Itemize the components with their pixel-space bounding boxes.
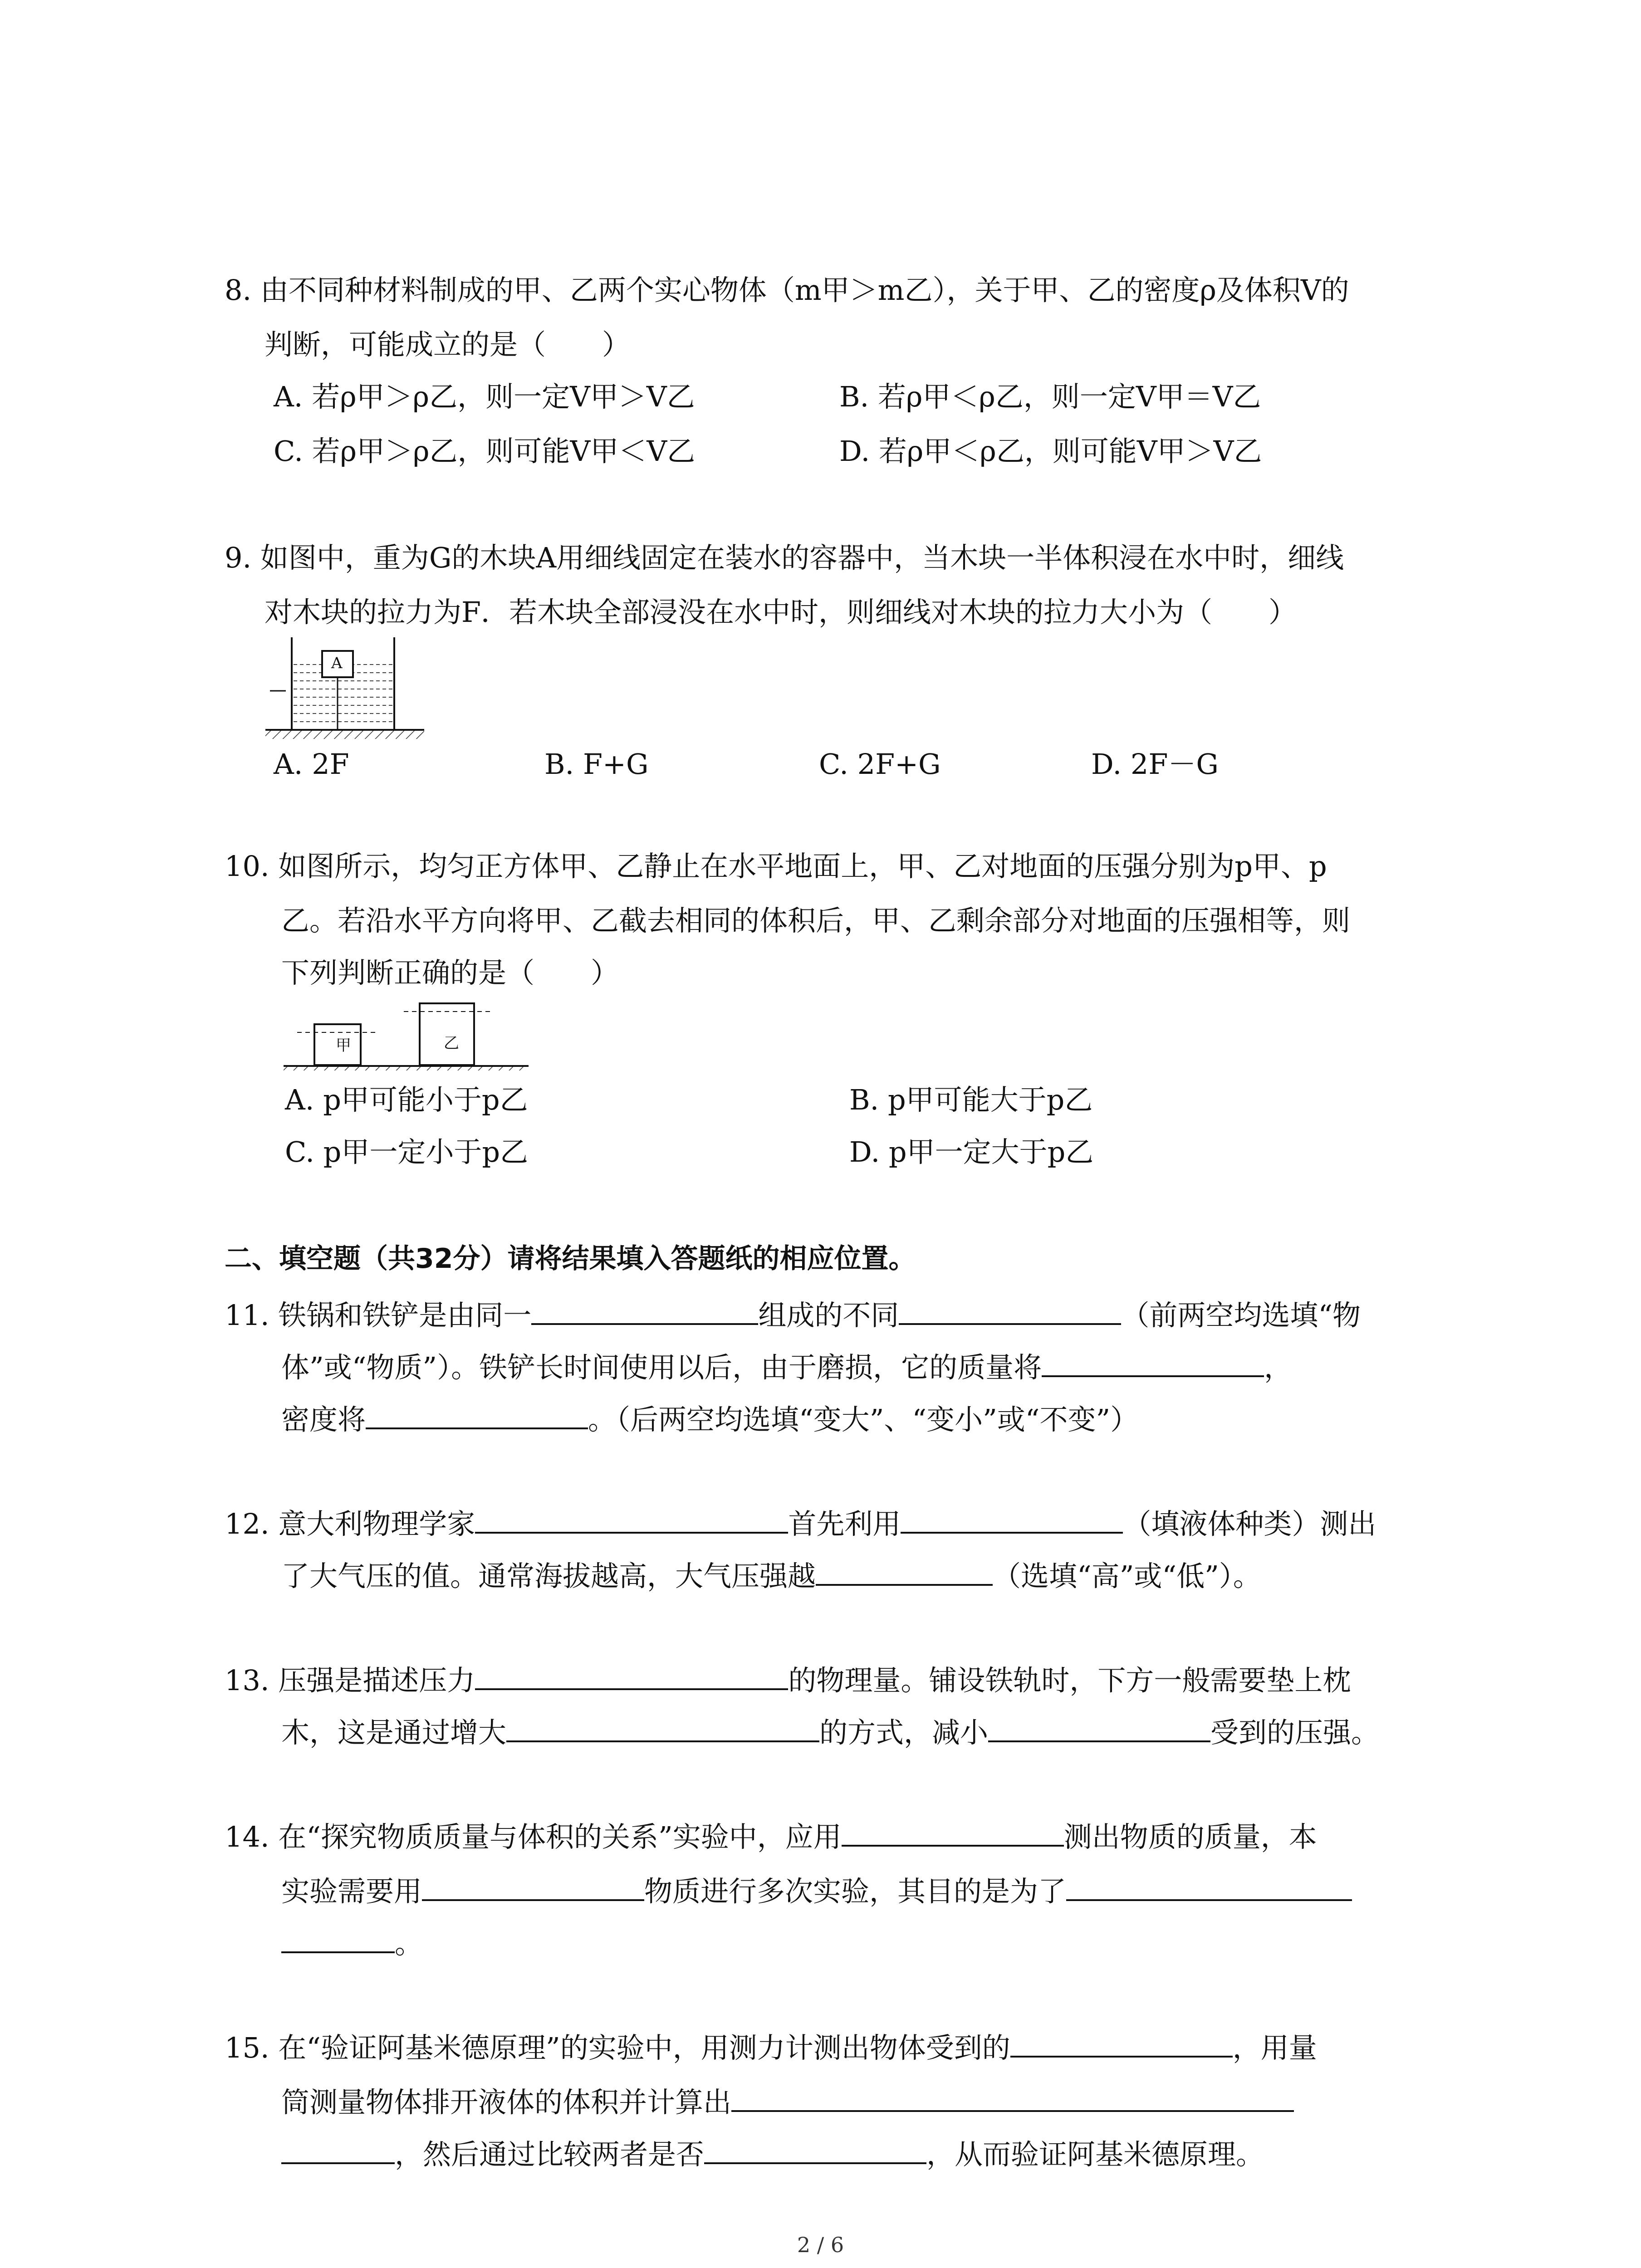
q10-stem-line2: 乙。若沿水平方向将甲、乙截去相同的体积后，甲、乙剩余部分对地面的压强相等，则: [281, 904, 1351, 937]
q13-text-1: 13. 压强是描述压力: [225, 1664, 475, 1697]
q11-text-7: 。（后两空均选填“变大”、“变小”或“不变”）: [588, 1403, 1139, 1436]
q12-blank-3[interactable]: [816, 1556, 993, 1586]
q15-text-1: 15. 在“验证阿基米德原理”的实验中，用测力计测出物体受到的: [225, 2031, 1010, 2064]
q10-stem-line1: 10. 如图所示，均匀正方体甲、乙静止在水平地面上，甲、乙对地面的压强分别为p甲、p: [225, 850, 1327, 883]
q9-container-figure: [265, 633, 429, 742]
q12-blank-2[interactable]: [901, 1504, 1123, 1534]
q15-blank-2b[interactable]: [281, 2134, 395, 2164]
q14-line1: [225, 1817, 1317, 1855]
q14-text-1: 14. 在“探究物质质量与体积的关系”实验中，应用: [225, 1820, 842, 1853]
q9-block-label: A: [331, 654, 343, 672]
q8-option-c: C. 若ρ甲＞ρ乙，则可能V甲＜V乙: [274, 435, 696, 468]
q8-stem-line2: 判断，可能成立的是（ ）: [265, 328, 631, 361]
q15-line3: [281, 2134, 1264, 2173]
q11-text-6: 密度将: [281, 1403, 366, 1436]
q11-blank-2[interactable]: [899, 1295, 1121, 1325]
q14-text-5: 。: [395, 1927, 423, 1960]
q15-line2: [281, 2082, 1294, 2121]
q12-text-5: （选填“高”或“低”）。: [993, 1559, 1261, 1593]
q13-text-5: 受到的压强。: [1210, 1716, 1380, 1749]
q13-blank-1[interactable]: [475, 1660, 788, 1690]
q10-option-c: C. p甲一定小于p乙: [285, 1135, 529, 1168]
q10-cubes-figure: [284, 998, 538, 1070]
q8-option-d: D. 若ρ甲＜ρ乙，则可能V甲＞V乙: [839, 435, 1262, 468]
page-number: 2 / 6: [797, 2233, 844, 2257]
q12-text-1: 12. 意大利物理学家: [225, 1507, 475, 1540]
q9-stem-line2: 对木块的拉力为F．若木块全部浸没在水中时，则细线对木块的拉力大小为（ ）: [265, 596, 1297, 629]
q11-line2: [281, 1347, 1292, 1386]
q10-cube-jia-label: 甲: [336, 1036, 351, 1055]
q14-text-3: 实验需要用: [281, 1875, 422, 1908]
q10-cube-yi-label: 乙: [444, 1034, 459, 1052]
q9-option-b: B. F+G: [544, 748, 649, 781]
q8-option-a: A. 若ρ甲＞ρ乙，则一定V甲＞V乙: [274, 380, 695, 413]
q15-text-2: ，用量: [1232, 2031, 1317, 2064]
q11-text-4: 体”或“物质”）。铁铲长时间使用以后，由于磨损，它的质量将: [281, 1351, 1042, 1384]
q13-line2: [281, 1712, 1379, 1751]
q14-blank-3a[interactable]: [1066, 1871, 1352, 1901]
q15-text-3: 筒测量物体排开液体的体积并计算出: [281, 2086, 732, 2119]
q13-text-2: 的物理量。铺设铁轨时，下方一般需要垫上枕: [788, 1664, 1351, 1697]
section-2-heading: 二、填空题（共32分）请将结果填入答题纸的相应位置。: [225, 1243, 916, 1275]
q15-blank-3[interactable]: [704, 2134, 926, 2164]
q14-text-4: 物质进行多次实验，其目的是为了: [644, 1875, 1067, 1908]
q13-text-3: 木，这是通过增大: [281, 1716, 507, 1749]
q8-option-b: B. 若ρ甲＜ρ乙，则一定V甲＝V乙: [839, 380, 1261, 413]
q12-blank-1[interactable]: [475, 1504, 788, 1534]
q12-text-4: 了大气压的值。通常海拔越高，大气压强越: [281, 1559, 816, 1593]
q12-text-2: 首先利用: [788, 1507, 901, 1540]
q8-stem-line1: 8. 由不同种材料制成的甲、乙两个实心物体（m甲＞m乙），关于甲、乙的密度ρ及体积V的: [225, 274, 1349, 307]
q14-line2: [281, 1871, 1352, 1910]
q11-blank-4[interactable]: [366, 1399, 588, 1429]
q9-option-c: C. 2F+G: [819, 748, 941, 781]
q14-blank-3b[interactable]: [281, 1923, 395, 1953]
q9-option-a: A. 2F: [274, 748, 349, 781]
q10-stem-line3: 下列判断正确的是（ ）: [281, 956, 619, 989]
q9-option-d: D. 2F－G: [1091, 748, 1219, 781]
q10-option-b: B. p甲可能大于p乙: [849, 1083, 1093, 1116]
q14-text-2: 测出物质的质量，本: [1063, 1820, 1317, 1853]
q11-blank-1[interactable]: [531, 1295, 758, 1325]
q13-text-4: 的方式，减小: [819, 1716, 989, 1749]
q15-blank-1[interactable]: [1010, 2028, 1233, 2058]
q11-text-5: ，: [1264, 1351, 1293, 1384]
q14-blank-2[interactable]: [422, 1871, 644, 1901]
q11-line1: [225, 1295, 1361, 1334]
q15-blank-2a[interactable]: [731, 2082, 1294, 2112]
q15-line1: [225, 2028, 1317, 2066]
q14-line3: [281, 1923, 423, 1962]
q9-stem-line1: 9. 如图中，重为G的木块A用细线固定在装水的容器中，当木块一半体积浸在水中时，细线: [225, 541, 1344, 574]
q15-text-5: ，从而验证阿基米德原理。: [926, 2138, 1264, 2171]
q12-line2: [281, 1556, 1261, 1594]
q13-line1: [225, 1660, 1351, 1699]
q10-option-d: D. p甲一定大于p乙: [849, 1135, 1094, 1168]
q11-text-2: 组成的不同: [758, 1299, 899, 1332]
q10-option-a: A. p甲可能小于p乙: [285, 1083, 528, 1116]
q14-blank-1[interactable]: [842, 1817, 1064, 1847]
q12-line1: [225, 1504, 1376, 1542]
q11-text-1: 11. 铁锅和铁铲是由同一: [225, 1299, 532, 1332]
q11-blank-3[interactable]: [1042, 1347, 1264, 1377]
q13-blank-3[interactable]: [988, 1712, 1210, 1742]
q11-text-3: （前两空均选填“物: [1121, 1299, 1361, 1332]
q13-blank-2[interactable]: [506, 1712, 819, 1742]
q12-text-3: （填液体种类）测出: [1123, 1507, 1376, 1540]
q15-text-4: ，然后通过比较两者是否: [395, 2138, 705, 2171]
q11-line3: [281, 1399, 1138, 1438]
